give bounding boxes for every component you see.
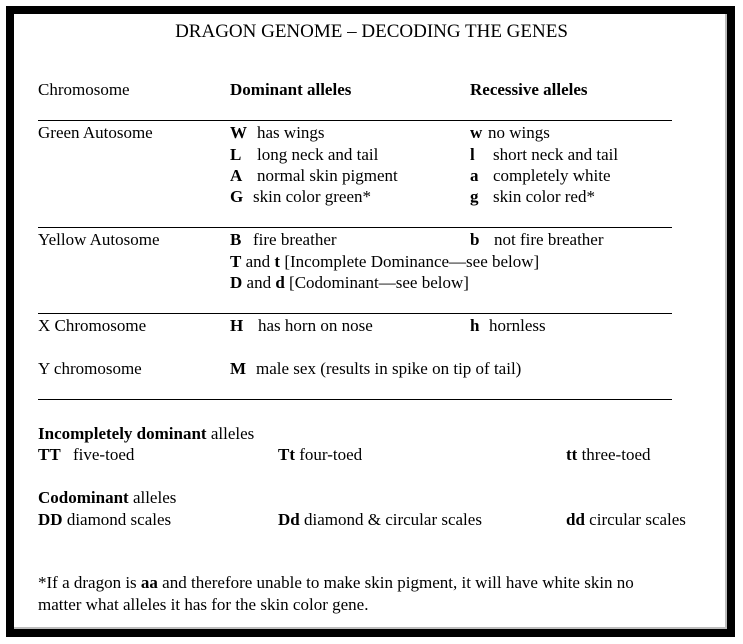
genotype-symbol: dd bbox=[566, 510, 585, 529]
codominant-note: D and d [Codominant—see below] bbox=[230, 273, 469, 292]
allele-description: skin color red* bbox=[493, 187, 595, 206]
allele-description: has wings bbox=[257, 123, 325, 142]
allele-description: hornless bbox=[489, 316, 546, 335]
genotype-item bbox=[566, 509, 686, 530]
divider bbox=[38, 120, 672, 121]
genotype-symbol: TT bbox=[38, 445, 61, 464]
allele-description: completely white bbox=[493, 166, 611, 185]
allele-symbol: D bbox=[230, 273, 243, 292]
header-recessive: Recessive alleles bbox=[470, 80, 588, 99]
phenotype-text: diamond scales bbox=[66, 510, 172, 529]
allele-symbol: t bbox=[274, 252, 281, 271]
incomplete-dominance-note: T and t [Incomplete Dominance—see below] bbox=[230, 252, 540, 271]
allele-description: has horn on nose bbox=[258, 316, 373, 335]
allele-description: fire breather bbox=[253, 230, 337, 249]
allele-symbol: G bbox=[230, 187, 244, 206]
allele-symbol: l bbox=[470, 145, 475, 164]
dominant-allele-row bbox=[230, 315, 373, 336]
allele-symbol: d bbox=[275, 273, 285, 292]
divider bbox=[38, 227, 672, 228]
dominant-allele-row bbox=[230, 144, 378, 165]
allele-symbol: A bbox=[230, 166, 243, 185]
dominant-allele-row bbox=[230, 122, 325, 143]
recessive-allele-row bbox=[470, 165, 611, 186]
allele-symbol: a bbox=[470, 166, 479, 185]
header-dominant: Dominant alleles bbox=[230, 80, 352, 99]
recessive-allele-row bbox=[470, 315, 546, 336]
header-chromosome: Chromosome bbox=[38, 80, 130, 99]
genotype-symbol: Dd bbox=[278, 510, 300, 529]
dominant-allele-row bbox=[230, 358, 521, 379]
chromosome-green-autosome: Green Autosome bbox=[38, 123, 153, 142]
genotype-symbol: DD bbox=[38, 510, 63, 529]
allele-symbol: g bbox=[470, 187, 479, 206]
phenotype-text: diamond & circular scales bbox=[303, 510, 482, 529]
chromosome-x: X Chromosome bbox=[38, 316, 147, 335]
dominant-allele-row bbox=[230, 186, 371, 207]
genotype-item bbox=[278, 444, 362, 465]
allele-symbol: w bbox=[470, 123, 483, 142]
footnote-line-1: *If a dragon is aa and therefore unable to make skin pigment, it will have white skin no bbox=[38, 573, 634, 592]
chromosome-y: Y chromosome bbox=[38, 359, 142, 378]
phenotype-text: four-toed bbox=[299, 445, 363, 464]
allele-symbol: B bbox=[230, 230, 242, 249]
phenotype-text: three-toed bbox=[581, 445, 651, 464]
genotype-symbol: tt bbox=[566, 445, 578, 464]
phenotype-text: five-toed bbox=[73, 445, 135, 464]
recessive-allele-row bbox=[470, 144, 618, 165]
allele-symbol: H bbox=[230, 316, 244, 335]
allele-description: no wings bbox=[488, 123, 550, 142]
page-title: DRAGON GENOME – DECODING THE GENES bbox=[175, 21, 568, 42]
allele-description: male sex (results in spike on tip of tail) bbox=[256, 359, 522, 378]
allele-description: not fire breather bbox=[494, 230, 604, 249]
allele-symbol: L bbox=[230, 145, 242, 164]
genotype-item bbox=[278, 509, 482, 530]
allele-symbol: W bbox=[230, 123, 247, 142]
recessive-allele-row bbox=[470, 229, 604, 250]
footnote-line-2: matter what alleles it has for the skin color gene. bbox=[38, 595, 369, 614]
incomplete-dominance-heading: Incompletely dominant alleles bbox=[38, 424, 255, 443]
divider bbox=[38, 313, 672, 314]
genotype-item bbox=[566, 444, 650, 465]
allele-symbol: T bbox=[230, 252, 242, 271]
divider bbox=[38, 399, 672, 400]
allele-symbol: h bbox=[470, 316, 480, 335]
dominant-allele-row bbox=[230, 229, 337, 250]
codominant-heading: Codominant alleles bbox=[38, 488, 177, 507]
recessive-allele-row bbox=[470, 122, 550, 143]
recessive-allele-row bbox=[470, 186, 595, 207]
chromosome-yellow-autosome: Yellow Autosome bbox=[38, 230, 160, 249]
allele-symbol: M bbox=[230, 359, 247, 378]
allele-description: short neck and tail bbox=[493, 145, 619, 164]
phenotype-text: circular scales bbox=[589, 510, 686, 529]
genotype-item bbox=[38, 509, 171, 530]
allele-description: long neck and tail bbox=[257, 145, 379, 164]
genotype-symbol: Tt bbox=[278, 445, 295, 464]
genotype-item bbox=[38, 444, 134, 465]
dominant-allele-row bbox=[230, 165, 398, 186]
allele-symbol: b bbox=[470, 230, 480, 249]
allele-description: skin color green* bbox=[253, 187, 372, 206]
allele-description: normal skin pigment bbox=[257, 166, 398, 185]
